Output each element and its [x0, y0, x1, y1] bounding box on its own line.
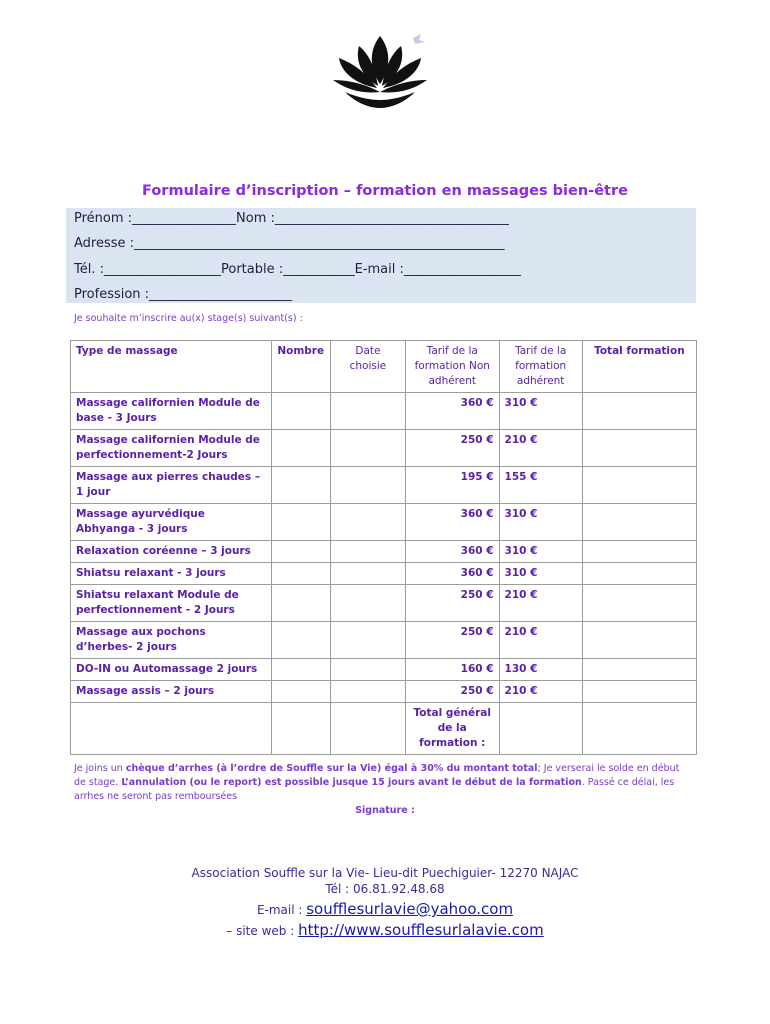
total-cell[interactable] — [582, 563, 696, 585]
price-adherent: 130 € — [499, 659, 582, 681]
price-non-adherent: 360 € — [405, 541, 499, 563]
massage-name: Shiatsu relaxant Module de perfectionnement - 2 Jours — [71, 585, 272, 622]
massage-name: Massage californien Module de perfectionnement-2 Jours — [71, 430, 272, 467]
massage-name: Massage aux pochons d’herbes- 2 jours — [71, 622, 272, 659]
price-adherent: 310 € — [499, 563, 582, 585]
total-label: Total général de la formation : — [405, 703, 499, 755]
date-cell[interactable] — [330, 430, 405, 467]
date-cell[interactable] — [330, 585, 405, 622]
address-field[interactable]: Adresse :_________________________________________________________ — [74, 236, 505, 251]
email-link[interactable]: soufflesurlavie@yahoo.com — [306, 900, 514, 918]
nombre-cell[interactable] — [271, 563, 330, 585]
contact-field[interactable]: Tél. :__________________Portable :___________E-mail :__________________ — [74, 262, 521, 277]
date-cell[interactable] — [330, 659, 405, 681]
price-non-adherent: 360 € — [405, 504, 499, 541]
footer-site: – site web : http://www.soufflesurlalavie.com — [226, 921, 544, 939]
price-adherent: 155 € — [499, 467, 582, 504]
massage-name: Massage californien Module de base - 3 Jours — [71, 393, 272, 430]
footer-phone: Tél : 06.81.92.48.68 — [325, 882, 445, 896]
table-row — [71, 541, 697, 563]
footer-email: E-mail : soufflesurlavie@yahoo.com — [256, 900, 514, 918]
price-adherent: 310 € — [499, 541, 582, 563]
price-non-adherent: 360 € — [405, 563, 499, 585]
massage-name: Massage aux pierres chaudes – 1 jour — [71, 467, 272, 504]
price-adherent: 310 € — [499, 393, 582, 430]
nombre-cell[interactable] — [271, 430, 330, 467]
price-adherent: 210 € — [499, 585, 582, 622]
table-row — [71, 430, 697, 467]
price-adherent: 210 € — [499, 430, 582, 467]
nombre-cell[interactable] — [271, 504, 330, 541]
table-row — [71, 563, 697, 585]
price-adherent: 310 € — [499, 504, 582, 541]
date-cell[interactable] — [330, 467, 405, 504]
price-adherent: 210 € — [499, 622, 582, 659]
stage-table — [70, 340, 697, 755]
intro-text: Je souhaite m’inscrire au(x) stage(s) suivant(s) : — [74, 313, 303, 324]
price-adherent: 210 € — [499, 681, 582, 703]
price-non-adherent: 250 € — [405, 430, 499, 467]
name-field[interactable]: Prénom :________________Nom :____________________________________ — [74, 211, 509, 226]
total-cell[interactable] — [582, 393, 696, 430]
date-cell[interactable] — [330, 393, 405, 430]
table-row — [71, 467, 697, 504]
date-cell[interactable] — [330, 622, 405, 659]
header-adherent: Tarif de la formation adhérent — [499, 341, 582, 393]
total-cell[interactable] — [582, 467, 696, 504]
header-non-adherent: Tarif de la formation Non adhérent — [405, 341, 499, 393]
massage-name: Shiatsu relaxant - 3 jours — [71, 563, 272, 585]
total-cell[interactable] — [582, 504, 696, 541]
price-non-adherent: 195 € — [405, 467, 499, 504]
total-cell[interactable] — [582, 659, 696, 681]
price-non-adherent: 250 € — [405, 681, 499, 703]
payment-note: Je joins un chèque d’arrhes (à l’ordre de Souffle sur la Vie) égal à 30% du montant total; Je verserai le solde en début de stage. L’annulation (ou le report) est possible jusque 15 jours avant le début de la formation. Passé ce délai, les arrhes ne seront pas remboursées — [74, 763, 680, 802]
date-cell[interactable] — [330, 563, 405, 585]
total-cell[interactable] — [582, 585, 696, 622]
header-date: Date choisie — [330, 341, 405, 393]
massage-name: Relaxation coréenne – 3 jours — [71, 541, 272, 563]
total-cell[interactable] — [582, 681, 696, 703]
date-cell[interactable] — [330, 681, 405, 703]
date-cell[interactable] — [330, 541, 405, 563]
total-value-cell[interactable] — [499, 703, 582, 755]
nombre-cell[interactable] — [271, 393, 330, 430]
nombre-cell[interactable] — [271, 681, 330, 703]
site-link[interactable]: http://www.soufflesurlalavie.com — [298, 921, 544, 939]
nombre-cell[interactable] — [271, 541, 330, 563]
total-cell[interactable] — [582, 622, 696, 659]
massage-name: DO-IN ou Automassage 2 jours — [71, 659, 272, 681]
nombre-cell[interactable] — [271, 659, 330, 681]
table-row — [71, 504, 697, 541]
price-non-adherent: 360 € — [405, 393, 499, 430]
total-row — [71, 703, 697, 755]
table-row — [71, 585, 697, 622]
total-cell[interactable] — [582, 541, 696, 563]
signature-label: Signature : — [355, 805, 415, 816]
nombre-cell[interactable] — [271, 585, 330, 622]
price-non-adherent: 250 € — [405, 622, 499, 659]
table-row — [71, 393, 697, 430]
header-type: Type de massage — [71, 341, 272, 393]
table-row — [71, 659, 697, 681]
massage-name: Massage ayurvédique Abhyanga - 3 jours — [71, 504, 272, 541]
nombre-cell[interactable] — [271, 467, 330, 504]
table-row — [71, 622, 697, 659]
table-row — [71, 681, 697, 703]
header-nombre: Nombre — [271, 341, 330, 393]
nombre-cell[interactable] — [271, 622, 330, 659]
profession-field[interactable]: Profession :______________________ — [74, 287, 293, 302]
header-total: Total formation — [582, 341, 696, 393]
price-non-adherent: 160 € — [405, 659, 499, 681]
table-header — [71, 341, 697, 393]
lotus-logo — [325, 28, 435, 118]
massage-name: Massage assis – 2 jours — [71, 681, 272, 703]
footer-address: Association Souffle sur la Vie- Lieu-dit Puechiguier- 12270 NAJAC — [191, 866, 579, 880]
total-cell[interactable] — [582, 430, 696, 467]
date-cell[interactable] — [330, 504, 405, 541]
price-non-adherent: 250 € — [405, 585, 499, 622]
form-title: Formulaire d’inscription – formation en massages bien-être — [142, 183, 628, 199]
